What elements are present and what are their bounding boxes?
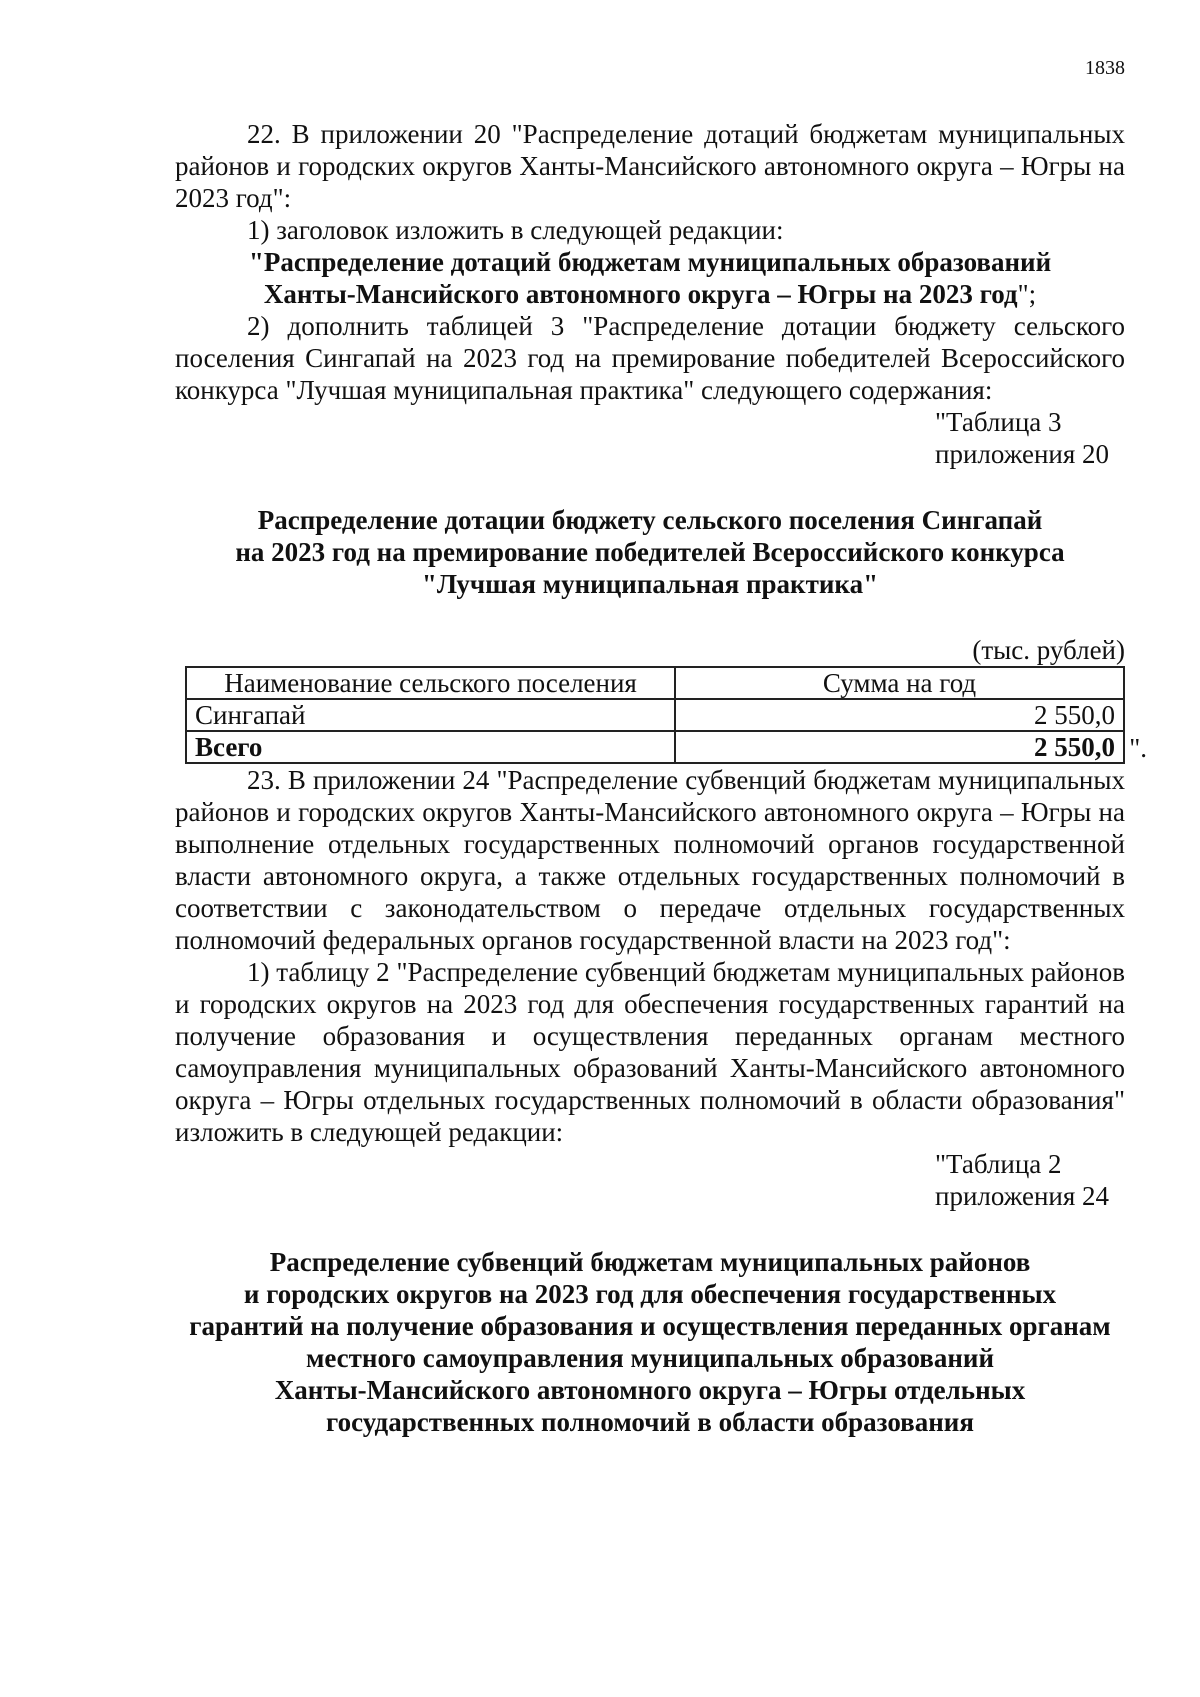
table-2-heading-line-6: государственных полномочий в области образования — [326, 1407, 974, 1437]
table-2-heading-line-3: гарантий на получение образования и осуществления переданных органам — [189, 1311, 1111, 1341]
document-body — [175, 118, 1147, 1472]
table-2-heading — [175, 1246, 1125, 1438]
new-title-line-1: "Распределение дотаций бюджетам муниципальных образований — [248, 247, 1052, 277]
new-title — [175, 246, 1125, 310]
table-3-heading-line-2: на 2023 год на премирование победителей Всероссийского конкурса — [235, 537, 1065, 567]
section-23-item-1: 1) таблицу 2 "Распределение субвенций бюджетам муниципальных районов и городских округов на 2023 год для обеспечения государственных гарантий на получение образования и осуществления переданных органам местного самоуправления муниципальных образований Ханты-Мансийского автономного округа – Югры отдельных государственных полномочий в области образования" изложить в следующей редакции: — [175, 957, 1125, 1147]
total-label: Всего — [186, 731, 675, 763]
table-3 — [185, 666, 1125, 764]
closing-quote: ". — [1129, 733, 1147, 763]
total-amount: 2 550,0 — [675, 731, 1124, 763]
table-2-ref-line-2: приложения 24 — [935, 1181, 1110, 1211]
new-title-line-2: Ханты-Мансийского автономного округа – Югры на 2023 год — [263, 279, 1018, 309]
new-title-suffix: "; — [1017, 279, 1037, 309]
section-22-intro: 22. В приложении 20 "Распределение дотаций бюджетам муниципальных районов и городских округов Ханты-Мансийского автономного округа – Югры на 2023 год": — [175, 119, 1125, 213]
section-22-item-2: 2) дополнить таблицей 3 "Распределение дотации бюджету сельского поселения Сингапай на 2023 год на премирование победителей Всероссийского конкурса "Лучшая муниципальная практика" следующего содержания: — [175, 311, 1125, 405]
page-number: 1838 — [1085, 57, 1125, 79]
col-header-amount: Сумма на год — [675, 667, 1124, 699]
table-3-ref-line-2: приложения 20 — [935, 439, 1110, 469]
table-3-reference — [175, 406, 1125, 470]
table-2-ref-line-1: "Таблица 2 — [935, 1149, 1062, 1179]
col-header-settlement: Наименование сельского поселения — [186, 667, 675, 699]
settlement-amount: 2 550,0 — [675, 699, 1124, 731]
table-2-reference — [175, 1148, 1125, 1212]
table-3-heading-line-3: "Лучшая муниципальная практика" — [421, 569, 879, 599]
table-row — [186, 699, 1124, 731]
table-total-row — [186, 731, 1124, 763]
table-2-heading-line-1: Распределение субвенций бюджетам муниципальных районов — [269, 1247, 1031, 1277]
section-22-item-1: 1) заголовок изложить в следующей редакции: — [247, 215, 784, 245]
table-header-row — [186, 667, 1124, 699]
section-23-intro: 23. В приложении 24 "Распределение субвенций бюджетам муниципальных районов и городских округов Ханты-Мансийского автономного округа – Югры на выполнение отдельных государственных полномочий органов государственной власти автономного округа, а также отдельных государственных полномочий в соответствии с законодательством о передаче отдельных государственных полномочий федеральных органов государственной власти на 2023 год": — [175, 765, 1125, 955]
table-3-wrapper — [185, 666, 1147, 764]
table-2-heading-line-2: и городских округов на 2023 год для обеспечения государственных — [243, 1279, 1057, 1309]
table-2-heading-line-4: местного самоуправления муниципальных образований — [305, 1343, 995, 1373]
table-3-ref-line-1: "Таблица 3 — [935, 407, 1062, 437]
settlement-name: Сингапай — [186, 699, 675, 731]
table-2-heading-line-5: Ханты-Мансийского автономного округа – Югры отдельных — [274, 1375, 1026, 1405]
unit-label: (тыс. рублей) — [972, 635, 1125, 665]
table-3-heading — [175, 504, 1125, 600]
table-3-heading-line-1: Распределение дотации бюджету сельского поселения Сингапай — [257, 505, 1043, 535]
